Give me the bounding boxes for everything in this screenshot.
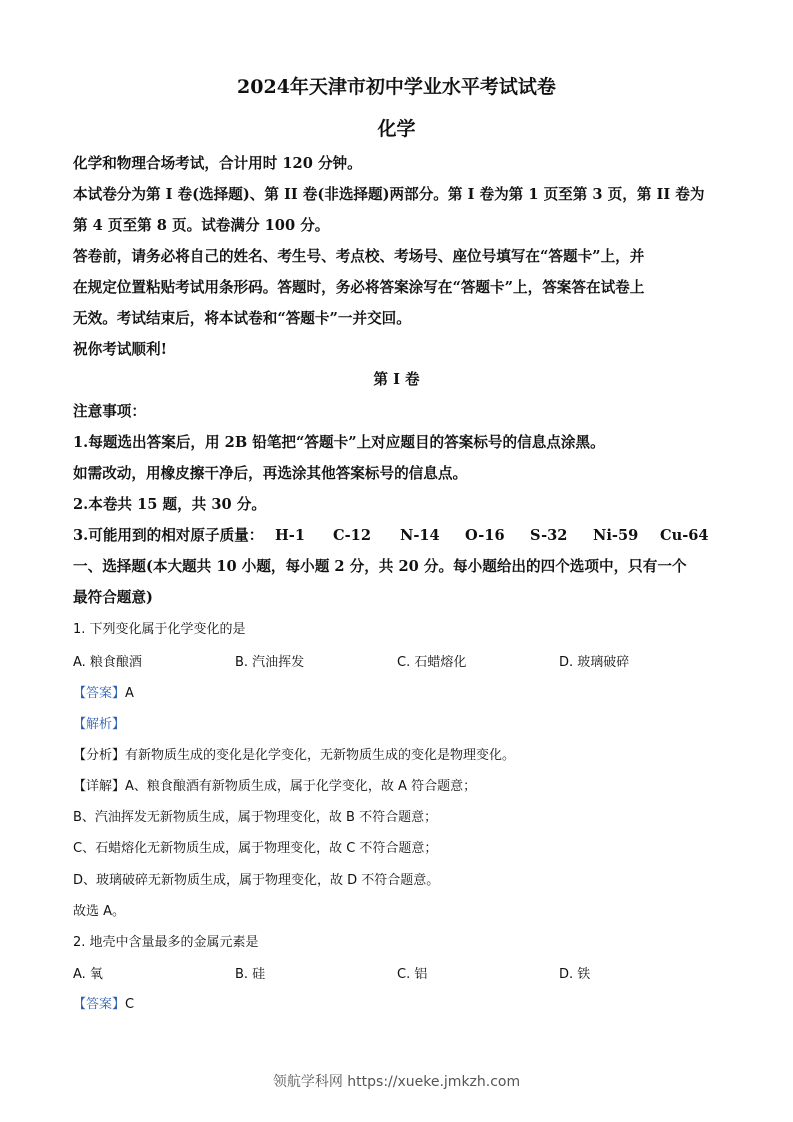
question-1-fenxi: [73, 744, 723, 763]
fenxi-tag: 【分析】: [73, 748, 126, 763]
atomic-mass: C-12: [333, 527, 371, 544]
question-1-options: [73, 651, 723, 670]
explanation-line: 故选 A。: [73, 904, 126, 919]
xiangjie-tag: 【详解】: [73, 779, 126, 794]
answer-value: C: [125, 997, 135, 1012]
atomic-masses-line: [73, 520, 723, 551]
atomic-mass: Ni-59: [593, 527, 639, 544]
instruction-line: 祝你考试顺利!: [73, 341, 167, 358]
question-1-stem: 1. 下列变化属于化学变化的是: [73, 622, 246, 637]
atomic-mass: H-1: [275, 527, 305, 544]
fenxi-text: 有新物质生成的变化是化学变化，无新物质生成的变化是物理变化。: [125, 748, 516, 763]
instruction-line: 无效。考试结束后，将本试卷和“答题卡”一并交回。: [73, 310, 411, 327]
option-a: A. 氧: [73, 967, 103, 982]
exam-title: 2024年天津市初中学业水平考试试卷: [237, 76, 556, 98]
answer-tag: 【答案】: [73, 997, 126, 1012]
instruction-line: 化学和物理合场考试，合计用时 120 分钟。: [73, 155, 362, 172]
option-c: C. 石蜡熔化: [397, 655, 467, 670]
question-2-options: [73, 963, 723, 982]
question-2-stem: 2. 地壳中含量最多的金属元素是: [73, 935, 259, 950]
instruction-line: 答卷前，请务必将自己的姓名、考生号、考点校、考场号、座位号填写在“答题卡”上，并: [73, 248, 645, 265]
option-a: A. 粮食酿酒: [73, 655, 142, 670]
notes-section: [73, 396, 723, 613]
footer-watermark: 领航学科网 https://xueke.jmkzh.com: [272, 1074, 521, 1090]
atomic-mass: Cu-64: [660, 527, 709, 544]
question-1-answer: [73, 682, 723, 701]
instruction-line: 本试卷分为第 I 卷(选择题)、第 II 卷(非选择题)两部分。第 I 卷为第 1 页至第 3 页，第 II 卷为: [73, 186, 705, 203]
exam-instructions: [73, 148, 723, 365]
option-d: D. 铁: [559, 967, 591, 982]
instruction-line: 第 4 页至第 8 页。试卷满分 100 分。: [73, 217, 330, 234]
option-b: B. 汽油挥发: [235, 655, 305, 670]
subject-title: 化学: [377, 118, 416, 140]
option-b: B. 硅: [235, 967, 266, 982]
atomic-mass: N-14: [400, 527, 440, 544]
question-1-xiangjie: [73, 775, 723, 794]
instruction-line: 在规定位置粘贴考试用条形码。答题时，务必将答案涂写在“答题卡”上，答案答在试卷上: [73, 279, 645, 296]
notes-heading: 注意事项：: [73, 403, 146, 420]
notes-line: 1.每题选出答案后，用 2B 铅笔把“答题卡”上对应题目的答案标号的信息点涂黑。: [73, 434, 605, 451]
explanation-line: C、石蜡熔化无新物质生成，属于物理变化，故 C 不符合题意；: [73, 841, 438, 856]
notes-line: 2.本卷共 15 题，共 30 分。: [73, 496, 266, 513]
atomic-masses-label: 3.可能用到的相对原子质量：: [73, 527, 264, 544]
analysis-tag: 【解析】: [73, 717, 126, 732]
section-heading-cont: 最符合题意): [73, 589, 153, 606]
question-2-answer: [73, 993, 723, 1012]
atomic-mass: O-16: [465, 527, 505, 544]
section-heading: 一、选择题(本大题共 10 小题，每小题 2 分，共 20 分。每小题给出的四个选项中，只有一个: [73, 558, 687, 575]
volume-title: 第 I 卷: [373, 371, 420, 388]
option-c: C. 铝: [397, 967, 428, 982]
answer-tag: 【答案】: [73, 686, 126, 701]
notes-line: 如需改动，用橡皮擦干净后，再选涂其他答案标号的信息点。: [73, 465, 468, 482]
question-1-analysis-tag: [73, 713, 723, 732]
explanation-line: D、玻璃破碎无新物质生成，属于物理变化，故 D 不符合题意。: [73, 873, 440, 888]
atomic-mass: S-32: [530, 527, 568, 544]
answer-value: A: [125, 686, 134, 701]
option-d: D. 玻璃破碎: [559, 655, 630, 670]
explanation-line: B、汽油挥发无新物质生成，属于物理变化，故 B 不符合题意；: [73, 810, 438, 825]
xiangjie-text: A、粮食酿酒有新物质生成，属于化学变化，故 A 符合题意；: [125, 779, 477, 794]
